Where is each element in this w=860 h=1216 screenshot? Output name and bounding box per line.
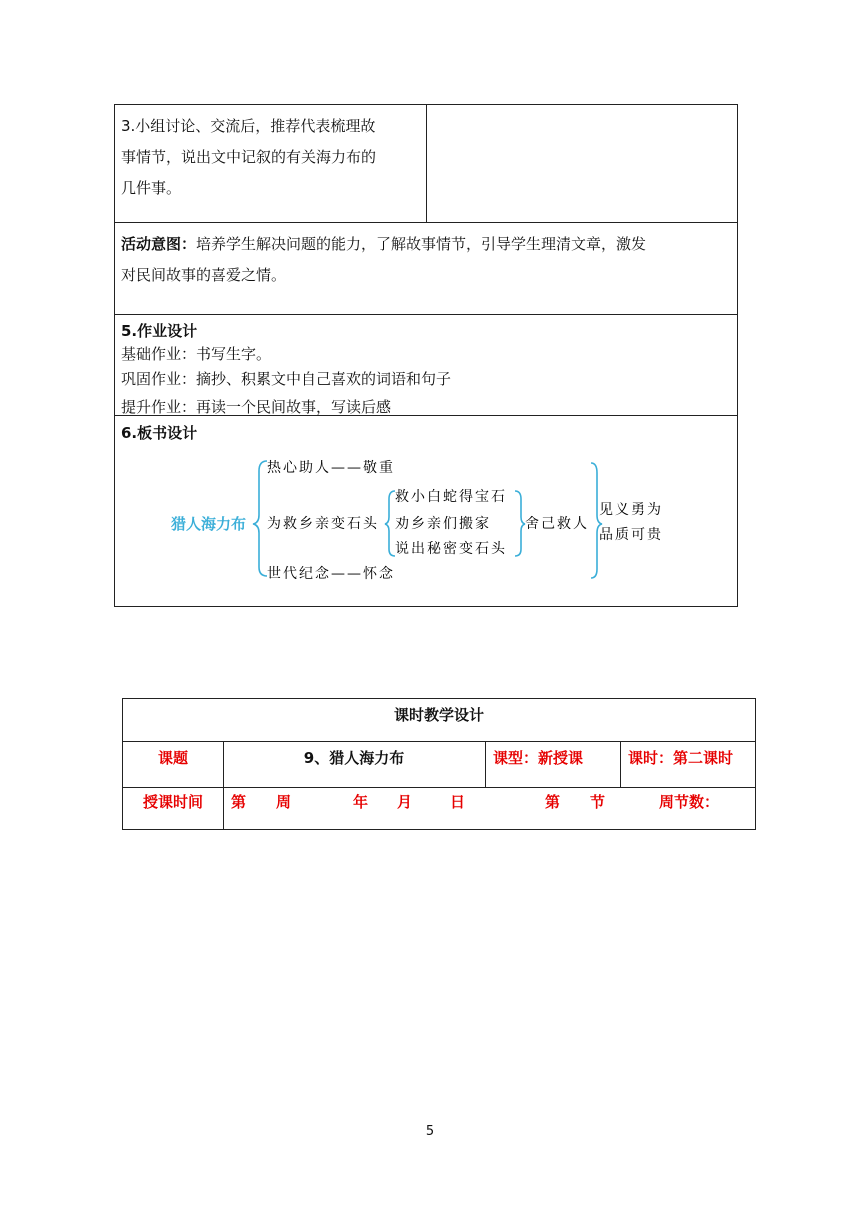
year-field: 年	[353, 793, 369, 811]
column-divider	[426, 105, 427, 222]
sacrifice-label: 舍己救人	[525, 516, 589, 532]
topic-label: 课题	[157, 749, 188, 767]
intent-text: 对民间故事的喜爱之情。	[121, 266, 287, 284]
intent-text: 培养学生解决问题的能力，了解故事情节，引导学生理清文章，激发	[196, 235, 647, 253]
row-divider	[115, 314, 737, 315]
quality-line1: 见义勇为	[599, 502, 663, 518]
week-field: 第 周	[231, 793, 292, 811]
board-diagram	[115, 445, 737, 585]
event-move: 劝乡亲们搬家	[395, 516, 491, 532]
page-number: 5	[425, 1124, 435, 1139]
branch-remember: 世代纪念——怀念	[267, 566, 395, 582]
weekly-count-field: 周节数：	[659, 793, 720, 811]
homework-consolidate: 巩固作业：摘抄、积累文中自己喜欢的词语和句子	[121, 370, 452, 388]
column-divider	[620, 741, 621, 787]
quality-line2: 品质可贵	[599, 527, 663, 543]
time-label: 授课时间	[142, 793, 203, 811]
intent-label: 活动意图：	[121, 235, 197, 253]
lesson-type: 课型：新授课	[493, 749, 584, 767]
brace-icon	[591, 463, 602, 578]
branch-respect: 热心助人——敬重	[267, 460, 395, 476]
diagram-center-title: 猎人海力布	[171, 515, 247, 533]
lesson-period: 课时：第二课时	[628, 749, 734, 767]
event-stone: 说出秘密变石头	[395, 541, 507, 557]
homework-title: 5.作业设计	[121, 322, 198, 340]
homework-improve: 提升作业：再读一个民间故事，写读后感	[121, 398, 392, 416]
continued-lesson-table	[114, 104, 738, 607]
step3-line: 事情节，说出文中记叙的有关海力布的	[121, 148, 377, 166]
step3-line: 3.小组讨论、交流后，推荐代表梳理故	[121, 117, 376, 135]
step3-text	[121, 111, 421, 204]
section-field: 第 节	[545, 793, 606, 811]
row-divider	[123, 787, 755, 788]
event-snake: 救小白蛇得宝石	[395, 489, 507, 505]
column-divider	[485, 741, 486, 787]
row-divider	[123, 741, 755, 742]
month-field: 月	[397, 793, 413, 811]
homework-basic: 基础作业：书写生字。	[121, 345, 272, 363]
table-header: 课时教学设计	[393, 706, 484, 724]
row-divider	[115, 222, 737, 223]
day-field: 日	[450, 793, 466, 811]
board-title: 6.板书设计	[121, 424, 198, 442]
brace-icon	[515, 491, 525, 556]
step3-line: 几件事。	[121, 179, 182, 197]
brace-icon	[385, 491, 395, 556]
homework-section	[121, 319, 733, 421]
activity-intent	[121, 229, 733, 291]
branch-sacrifice: 为救乡亲变石头	[267, 516, 379, 532]
brace-icon	[253, 461, 267, 576]
lesson-design-table	[122, 698, 756, 830]
topic-value: 9、猎人海力布	[303, 749, 405, 767]
